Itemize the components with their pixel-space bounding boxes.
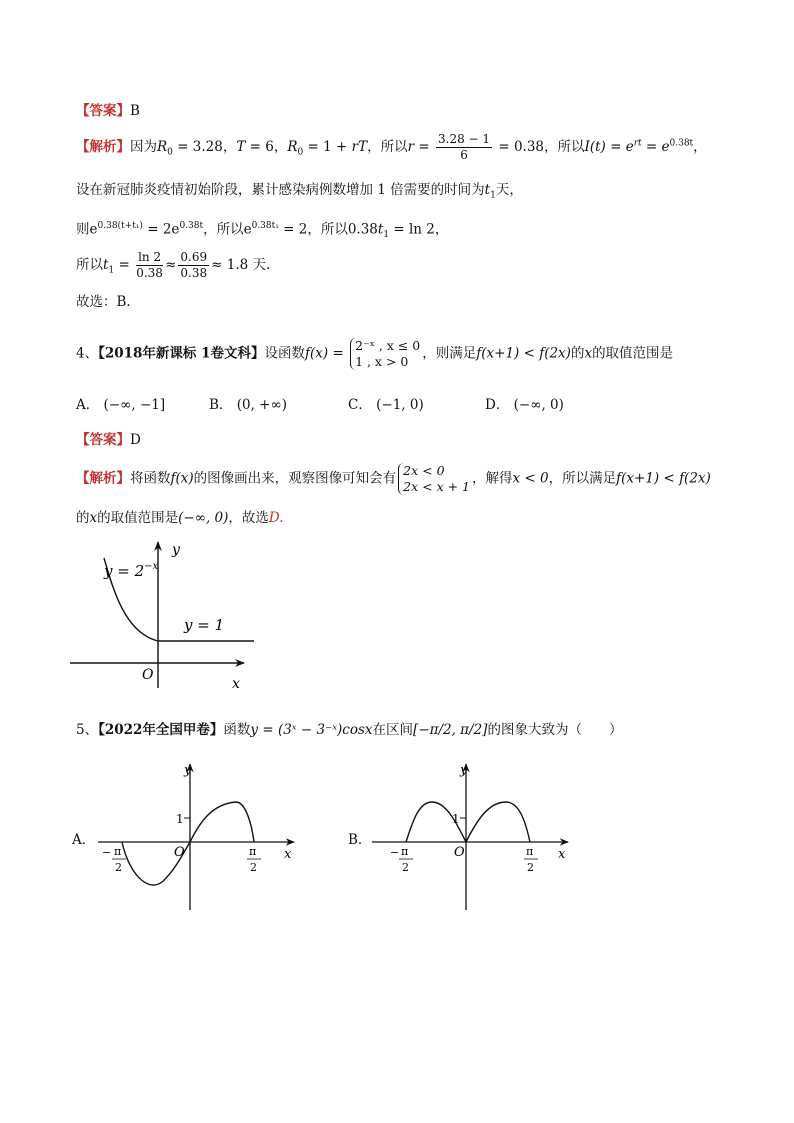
math-sub: 0 bbox=[297, 147, 304, 158]
math-var: t bbox=[484, 182, 491, 198]
option-a-label[interactable]: A． bbox=[72, 832, 96, 848]
q3-choice: 故选：B. bbox=[76, 294, 131, 310]
math-var: rT bbox=[351, 139, 368, 155]
tick-label-left-num: π bbox=[114, 845, 122, 858]
option-d[interactable] bbox=[485, 393, 564, 413]
q3-analysis-line2 bbox=[76, 180, 523, 206]
text: 因为 bbox=[130, 139, 157, 155]
math-expr: y = (3ˣ − 3⁻ˣ)cosx bbox=[250, 722, 373, 738]
origin-label: O bbox=[454, 845, 465, 860]
text: ，解得 bbox=[472, 470, 513, 487]
piecewise-case: 1 , x > 0 bbox=[355, 354, 409, 369]
option-value: (0, +∞) bbox=[236, 397, 287, 413]
answer-value: D bbox=[130, 432, 141, 448]
line-label: y = 1 bbox=[184, 616, 225, 634]
text: = 0.38，所以 bbox=[494, 139, 585, 155]
fraction-denominator: 6 bbox=[460, 148, 468, 162]
system-row: 2x < x + 1 bbox=[403, 479, 471, 494]
math-sup: 0.38(t+t₁) bbox=[97, 221, 143, 231]
y-axis-label: y bbox=[172, 542, 180, 558]
fraction-numerator: 3.28 − 1 bbox=[438, 132, 491, 146]
math-var: T bbox=[236, 139, 246, 155]
answer-tag: 【答案】 bbox=[76, 103, 130, 119]
x-axis-label: x bbox=[558, 847, 566, 862]
option-c[interactable] bbox=[348, 393, 424, 413]
x-axis-label: x bbox=[284, 847, 292, 862]
system-row: 2x < 0 bbox=[403, 463, 445, 478]
text: = 3.28， bbox=[172, 139, 237, 155]
text: ，所以满足 bbox=[548, 470, 617, 487]
curve-label: $y = 2^{-x}$ bbox=[104, 561, 159, 580]
text: 的 bbox=[76, 510, 90, 526]
option-label: D． bbox=[485, 397, 510, 413]
math-var: R bbox=[287, 139, 298, 155]
q4-function-graph bbox=[66, 538, 266, 690]
curve bbox=[122, 802, 257, 885]
text: = 6， bbox=[245, 139, 288, 155]
text: ，则满足 bbox=[422, 345, 477, 362]
y-axis-label: y bbox=[184, 763, 192, 778]
text: 在区间 bbox=[372, 722, 413, 738]
fraction bbox=[136, 250, 163, 281]
math-var: I bbox=[584, 139, 590, 155]
fraction-denominator: 0.38 bbox=[180, 266, 208, 280]
math-var: R bbox=[157, 139, 168, 155]
question-source: 【2018年新课标 1卷文科】 bbox=[98, 345, 265, 362]
text: ，所以e bbox=[203, 221, 252, 238]
question-number: 4、 bbox=[76, 345, 99, 362]
option-b[interactable] bbox=[209, 393, 287, 413]
origin-label: O bbox=[142, 667, 154, 683]
text: 函数 bbox=[223, 722, 251, 738]
text: ≈ bbox=[165, 257, 177, 273]
tick-label-right-den: 2 bbox=[527, 861, 534, 874]
option-value: (−∞, −1] bbox=[103, 397, 166, 413]
math-sub: 0 bbox=[167, 147, 173, 158]
curve bbox=[406, 802, 530, 842]
text: 的 bbox=[570, 345, 585, 362]
text: = ln 2， bbox=[389, 221, 449, 238]
question-number: 5、 bbox=[76, 722, 99, 738]
math-var: t bbox=[103, 257, 109, 273]
option-value: (−1, 0) bbox=[376, 397, 424, 413]
tick-label-1: 1 bbox=[452, 812, 460, 826]
math-expr: f(x) = bbox=[305, 345, 349, 362]
tick-label-left-den: 2 bbox=[402, 861, 409, 874]
math-expr: = e bbox=[641, 139, 670, 155]
math-var: t bbox=[377, 221, 384, 238]
answer-value: B bbox=[130, 103, 140, 119]
analysis-tag: 【解析】 bbox=[76, 470, 130, 487]
math-sup: 0.38t bbox=[179, 221, 204, 231]
fraction-numerator: ln 2 bbox=[138, 250, 162, 264]
math-sub: 1 bbox=[490, 190, 496, 201]
tick-label-1: 1 bbox=[176, 812, 184, 826]
q4-answer-line bbox=[76, 430, 141, 450]
option-label: B． bbox=[209, 397, 233, 413]
text: 设在新冠肺炎疫情初始阶段，累计感染病例数增加 1 倍需要的时间为 bbox=[76, 182, 485, 198]
text: 天， bbox=[495, 182, 523, 198]
origin-label: O bbox=[174, 845, 185, 860]
q3-answer-line bbox=[76, 101, 140, 121]
tick-label-right-num: π bbox=[526, 845, 534, 858]
text: ，所以 bbox=[367, 139, 408, 155]
math-sup: rt bbox=[633, 138, 642, 149]
q5-option-a-graph[interactable] bbox=[96, 760, 300, 914]
math-sup: 0.38t₁ bbox=[251, 221, 279, 231]
x-axis-label: x bbox=[232, 676, 240, 690]
text: 的图象大致为（ ） bbox=[487, 722, 623, 738]
choice-answer: D. bbox=[268, 510, 284, 526]
option-label: A． bbox=[76, 397, 100, 413]
question-source: 【2022年全国甲卷】 bbox=[98, 722, 224, 738]
math-var: r bbox=[407, 139, 415, 155]
q3-analysis-line3 bbox=[76, 216, 448, 245]
fraction bbox=[178, 250, 209, 281]
math-expr: (t) = e bbox=[589, 139, 634, 155]
math-sup: 0.38t bbox=[669, 138, 694, 149]
text: = 1 + bbox=[303, 139, 352, 155]
tick-label-right-num: π bbox=[249, 845, 257, 858]
math-sub: 1 bbox=[108, 265, 115, 276]
tick-label-left-den: 2 bbox=[115, 861, 122, 874]
text: 则e bbox=[76, 221, 98, 238]
math-expr: [−π/2, π/2] bbox=[413, 722, 488, 738]
tick-label-left-sign: − bbox=[102, 846, 112, 859]
text: ，故选 bbox=[228, 510, 269, 526]
text: = 2，所以0.38 bbox=[278, 221, 378, 238]
fraction-denominator: 0.38 bbox=[136, 266, 163, 280]
math-expr: x < 0 bbox=[512, 470, 549, 487]
q4-analysis-line2 bbox=[76, 508, 284, 528]
text: ≈ 1.8 天. bbox=[211, 257, 271, 273]
text: ， bbox=[693, 139, 707, 155]
math-expr: f(x+1) < f(2x) bbox=[616, 470, 711, 487]
option-a[interactable] bbox=[76, 393, 165, 413]
math-expr: (−∞, 0) bbox=[178, 510, 229, 526]
text: 所以 bbox=[76, 257, 103, 273]
tick-label-left-num: π bbox=[401, 845, 409, 858]
math-expr: f(x) bbox=[170, 470, 194, 487]
text: = 2e bbox=[142, 221, 180, 238]
answer-tag: 【答案】 bbox=[76, 432, 130, 448]
q4-analysis-line1 bbox=[76, 463, 711, 495]
option-b-label[interactable]: B． bbox=[348, 832, 372, 848]
analysis-tag: 【解析】 bbox=[76, 139, 130, 155]
text: 的图像画出来，观察图像可知会有 bbox=[193, 470, 397, 487]
q5-stem bbox=[76, 720, 622, 740]
text: 的取值范围是 bbox=[592, 345, 674, 362]
q5-option-b-graph[interactable] bbox=[370, 760, 574, 914]
piecewise-case: 2⁻ˣ , x ≤ 0 bbox=[355, 338, 421, 353]
text: = bbox=[114, 257, 135, 273]
tick-label-right-den: 2 bbox=[250, 861, 257, 874]
text: = bbox=[414, 139, 434, 155]
fraction bbox=[436, 132, 492, 163]
q3-analysis-line4 bbox=[76, 250, 270, 281]
fraction-numerator: 0.69 bbox=[180, 250, 208, 264]
text: 将函数 bbox=[130, 470, 171, 487]
math-var: x bbox=[89, 510, 98, 526]
math-sub: 1 bbox=[383, 230, 390, 241]
inequality-system bbox=[398, 463, 470, 495]
option-value: (−∞, 0) bbox=[513, 397, 564, 413]
q4-stem bbox=[76, 338, 673, 370]
text: 的取值范围是 bbox=[97, 510, 179, 526]
math-var: x bbox=[584, 345, 593, 362]
text: 设函数 bbox=[264, 345, 306, 362]
piecewise-brace bbox=[350, 338, 420, 370]
y-axis-label: y bbox=[460, 763, 468, 778]
option-label: C． bbox=[348, 397, 372, 413]
tick-label-left-sign: − bbox=[390, 846, 400, 859]
math-expr: f(x+1) < f(2x) bbox=[476, 345, 571, 362]
q3-analysis-line1 bbox=[76, 132, 707, 163]
